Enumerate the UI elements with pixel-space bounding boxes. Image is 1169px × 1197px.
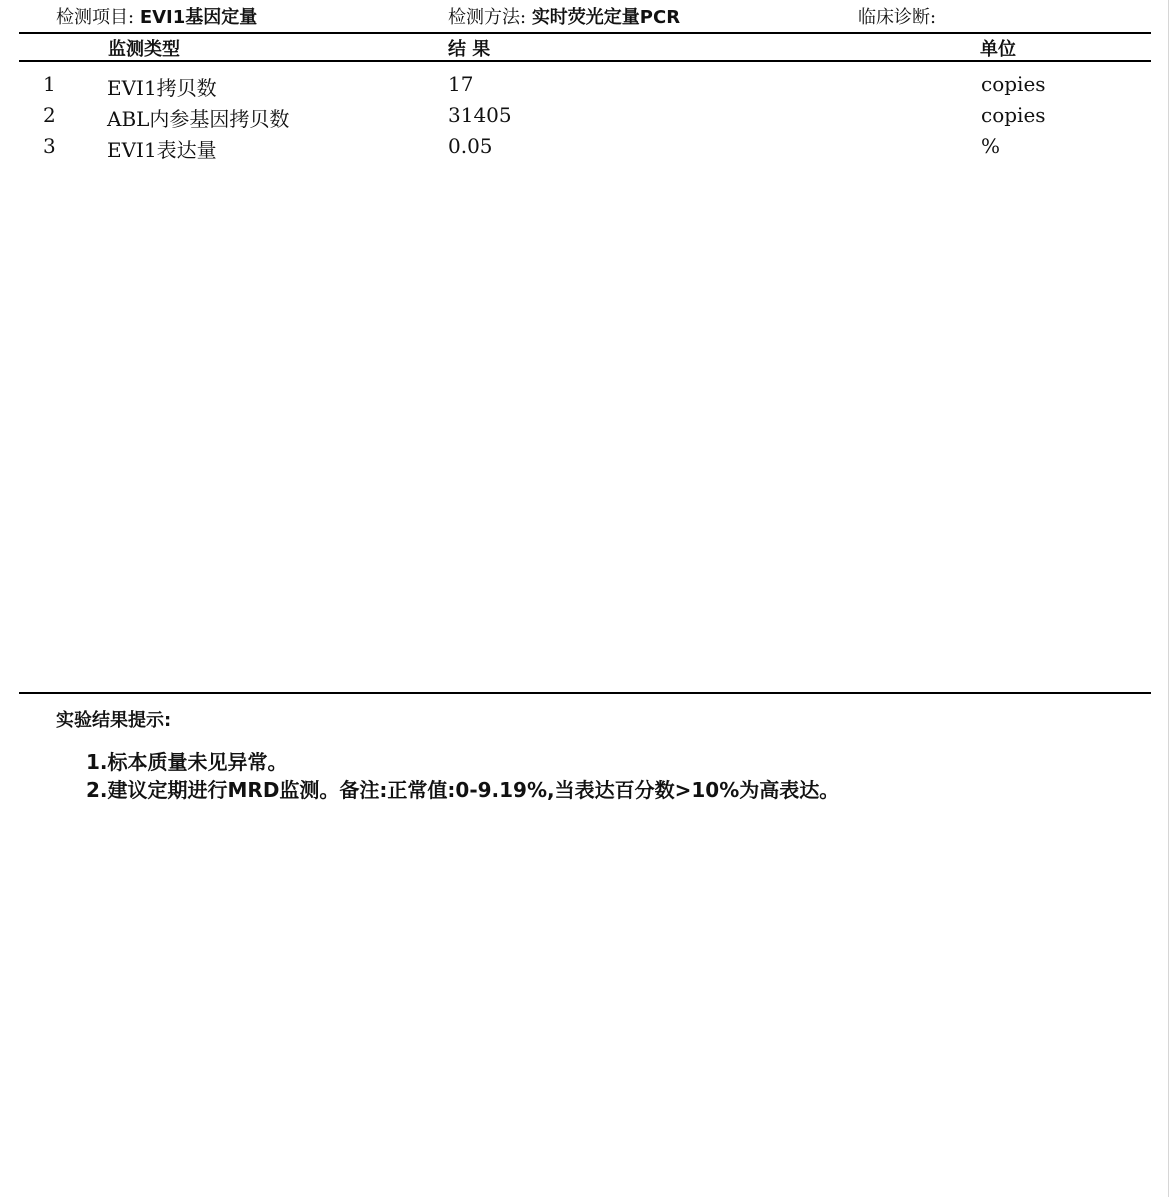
row-type: EVI1拷贝数 (107, 76, 217, 100)
row-index: 3 (43, 134, 56, 158)
row-type: EVI1表达量 (107, 138, 217, 162)
row-unit: copies (981, 103, 1046, 127)
column-header-type: 监测类型 (108, 39, 180, 60)
clinical-diagnosis-label: 临床诊断: (858, 7, 937, 28)
note-item: 1.标本质量未见异常。 (86, 750, 288, 774)
row-index: 1 (43, 72, 56, 96)
row-result: 31405 (448, 103, 512, 127)
row-index: 2 (43, 103, 56, 127)
clinical-diagnosis-field (858, 3, 936, 29)
test-method-field (448, 3, 680, 29)
test-method-value: 实时荧光定量PCR (531, 7, 681, 28)
row-type: ABL内参基因拷贝数 (107, 107, 290, 131)
row-unit: copies (981, 72, 1046, 96)
table-row (0, 72, 1169, 102)
row-result: 0.05 (448, 134, 493, 158)
column-header-unit: 单位 (980, 39, 1016, 60)
row-result: 17 (448, 72, 474, 96)
notes-title: 实验结果提示: (56, 710, 172, 731)
test-item-field (56, 3, 257, 29)
report-header (0, 0, 1169, 30)
table-row (0, 134, 1169, 164)
table-top-rule (19, 32, 1151, 34)
test-item-value: EVI1基因定量 (139, 7, 258, 28)
test-item-label: 检测项目: (56, 7, 135, 28)
test-method-label: 检测方法: (448, 7, 527, 28)
table-header-rule (19, 60, 1151, 62)
results-bottom-rule (19, 692, 1151, 694)
note-item: 2.建议定期进行MRD监测。备注:正常值:0-9.19%,当表达百分数>10%为高表达。 (86, 778, 840, 802)
row-unit: % (981, 134, 1001, 158)
column-header-result: 结 果 (448, 39, 491, 60)
table-row (0, 103, 1169, 133)
